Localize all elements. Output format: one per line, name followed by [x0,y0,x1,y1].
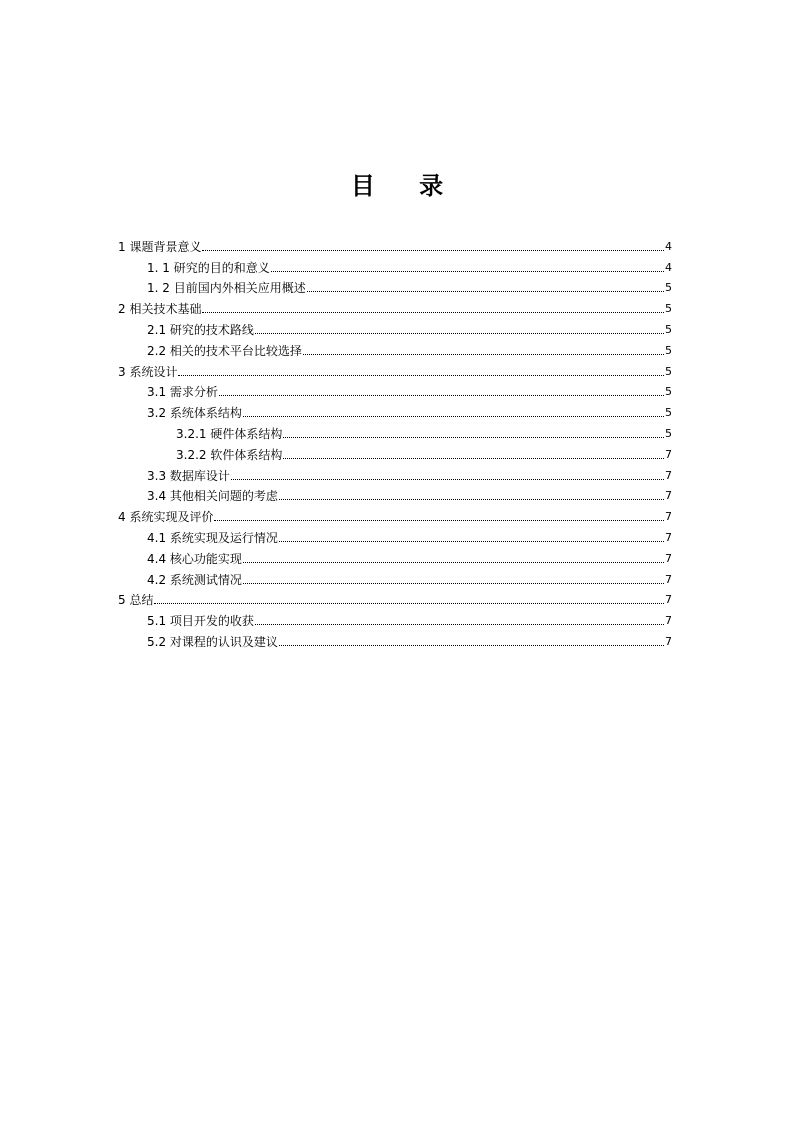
toc-entry-page-number: 4 [665,260,672,274]
toc-dot-leader [279,645,664,646]
toc-entry-label: 4.1 系统实现及运行情况 [147,530,278,545]
toc-entry[interactable] [118,379,672,400]
toc-entry-page-number: 7 [665,634,672,648]
toc-dot-leader [255,333,664,334]
table-of-contents [118,233,672,649]
toc-entry[interactable] [118,462,672,483]
toc-dot-leader [202,250,664,251]
toc-entry[interactable] [118,545,672,566]
toc-entry-label: 3.4 其他相关问题的考虑 [147,489,278,504]
toc-dot-leader [279,541,664,542]
toc-entry-label: 3.1 需求分析 [147,385,218,400]
toc-entry-page-number: 5 [665,364,672,378]
toc-entry[interactable] [118,587,672,608]
toc-entry-label: 1 课题背景意义 [118,239,202,254]
toc-dot-leader [283,437,664,438]
toc-entry[interactable] [118,628,672,649]
toc-entry-label: 5.2 对课程的认识及建议 [147,634,278,649]
toc-entry-label: 5 总结 [118,593,154,608]
toc-entry[interactable] [118,441,672,462]
toc-entry[interactable] [118,566,672,587]
toc-entry-label: 2 相关技术基础 [118,302,202,317]
toc-entry[interactable] [118,316,672,337]
toc-entry[interactable] [118,295,672,316]
toc-entry-page-number: 7 [665,510,672,524]
toc-entry[interactable] [118,337,672,358]
toc-entry-label: 2.1 研究的技术路线 [147,322,254,337]
toc-entry-label: 2.2 相关的技术平台比较选择 [147,343,302,358]
toc-entry-label: 5.1 项目开发的收获 [147,614,254,629]
toc-entry[interactable] [118,524,672,545]
toc-entry[interactable] [118,275,672,296]
toc-entry-label: 3.3 数据库设计 [147,468,230,483]
toc-dot-leader [255,624,664,625]
toc-entry-label: 1. 2 目前国内外相关应用概述 [147,281,306,296]
toc-entry-page-number: 7 [665,530,672,544]
toc-entry-page-number: 5 [665,322,672,336]
toc-entry-page-number: 7 [665,489,672,503]
toc-dot-leader [154,603,664,604]
toc-entry-page-number: 5 [665,302,672,316]
toc-entry-page-number: 7 [665,614,672,628]
toc-entry[interactable] [118,358,672,379]
toc-entry-page-number: 5 [665,406,672,420]
toc-entry[interactable] [118,399,672,420]
toc-entry-page-number: 7 [665,447,672,461]
toc-dot-leader [307,291,664,292]
toc-dot-leader [178,375,664,376]
toc-entry-label: 3.2 系统体系结构 [147,406,242,421]
toc-entry-label: 4.4 核心功能实现 [147,551,242,566]
toc-dot-leader [219,395,664,396]
toc-dot-leader [279,499,664,500]
toc-dot-leader [283,458,664,459]
toc-entry-page-number: 4 [665,239,672,253]
toc-title: 目 录 [350,172,462,200]
toc-entry-label: 1. 1 研究的目的和意义 [147,260,270,275]
toc-entry-page-number: 7 [665,593,672,607]
toc-entry[interactable] [118,420,672,441]
toc-entry[interactable] [118,233,672,254]
toc-entry-page-number: 5 [665,343,672,357]
toc-entry-label: 4 系统实现及评价 [118,510,214,525]
toc-entry[interactable] [118,483,672,504]
toc-dot-leader [202,312,664,313]
toc-entry-page-number: 5 [665,426,672,440]
toc-dot-leader [214,520,664,521]
toc-dot-leader [271,271,664,272]
toc-entry-label: 3.2.2 软件体系结构 [176,447,283,462]
toc-dot-leader [243,416,664,417]
toc-entry[interactable] [118,607,672,628]
toc-entry-label: 3 系统设计 [118,364,178,379]
toc-entry-label: 3.2.1 硬件体系结构 [176,426,283,441]
toc-entry-page-number: 7 [665,572,672,586]
toc-entry-page-number: 5 [665,281,672,295]
toc-entry-page-number: 7 [665,468,672,482]
toc-dot-leader [231,479,664,480]
toc-entry[interactable] [118,503,672,524]
toc-entry-label: 4.2 系统测试情况 [147,572,242,587]
toc-dot-leader [243,583,664,584]
toc-dot-leader [303,354,664,355]
toc-entry-page-number: 5 [665,385,672,399]
toc-entry-page-number: 7 [665,551,672,565]
toc-entry[interactable] [118,254,672,275]
toc-dot-leader [243,562,664,563]
